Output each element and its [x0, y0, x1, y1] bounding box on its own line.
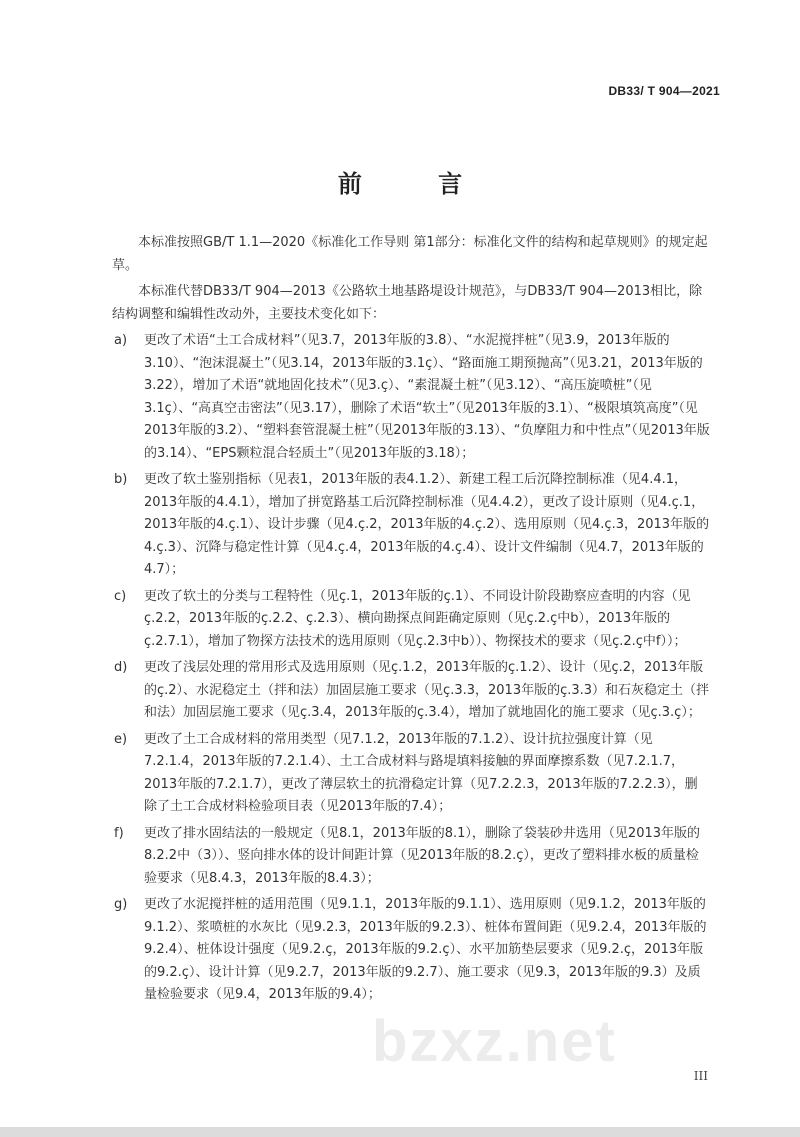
- list-marker: g): [114, 897, 128, 912]
- paragraph: 本标准代替DB33/T 904—2013《公路软土地基路堤设计规范》，与DB33/T 904—2013相比，除结构调整和编辑性改动外，主要技术变化如下：: [112, 284, 703, 322]
- list-marker: b): [114, 472, 128, 487]
- list-item-text: 更改了术语“土工合成材料”（见3.7，2013年版的3.8）、“水泥搅拌桩”（见3.9，2013年版的3.10）、“泡沫混凝土”（见3.14，2013年版的3.1ç）、“路面施工期预抛高”（见3.21，2013年版的3.22），增加了术语“就地固化技术”（见3.ç）、“素混凝土桩”（见3.12）、“高压旋喷桩”（见3.1ç）、“高真空击密法”（见3.17），删除了术语“软土”（见2013年版的3.1）、“极限填筑高度”（见2013年版的3.2）、“塑料套管混凝土桩”（见2013年版的3.13）、“负摩阻力和中性点”（见2013年版的3.14）、“EPS颗粒混合轻质土”（见2013年版的3.18）；: [144, 333, 710, 461]
- list-item-text: 更改了土工合成材料的常用类型（见7.1.2，2013年版的7.1.2）、设计抗拉强度计算（见7.2.1.4，2013年版的7.2.1.4）、土工合成材料与路堤填料接触的界面摩擦系数（见7.2.1.7，2013年版的7.2.1.7），更改了薄层软土的抗滑稳定计算（见7.2.2.3，2013年版的7.2.2.3），删除了土工合成材料检验项目表（见2013年版的7.4）；: [144, 731, 698, 814]
- list-item-text: 更改了软土的分类与工程特性（见ç.1，2013年版的ç.1）、不同设计阶段勘察应查明的内容（见ç.2.2，2013年版的ç.2.2、ç.2.3）、横向勘探点间距确定原则（见ç.2.ç中b），2013年版的ç.2.7.1），增加了物探方法技术的选用原则（见ç.2.3中b））、物探技术的要求（见ç.2.ç中f））；: [144, 588, 691, 649]
- page-title: 前 言: [337, 170, 497, 198]
- document-body: [112, 232, 710, 1011]
- page-number: III: [693, 1069, 708, 1083]
- list-item: [112, 657, 710, 725]
- list-item-text: 更改了水泥搅拌桩的适用范围（见9.1.1，2013年版的9.1.1）、选用原则（见9.1.2，2013年版的9.1.2）、浆喷桩的水灰比（见9.2.3，2013年版的9.2.3）、桩体布置间距（见9.2.4，2013年版的9.2.4）、桩体设计强度（见9.2.ç，2013年版的9.2.ç）、水平加筋垫层要求（见9.2.ç，2013年版的9.2.ç）、设计计算（见9.2.7，2013年版的9.2.7）、施工要求（见9.3，2013年版的9.3）及质量检验要求（见9.4，2013年版的9.4）；: [144, 897, 707, 1002]
- list-marker: c): [114, 588, 127, 604]
- page-bottom-edge: [0, 1127, 800, 1137]
- list-item: [112, 469, 710, 582]
- list-item-text: 更改了排水固结法的一般规定（见8.1，2013年版的8.1），删除了袋装砂井选用（见2013年版的8.2.2中（3））、竖向排水体的设计间距计算（见2013年版的8.2.ç），更改了塑料排水板的质量检验要求（见8.4.3，2013年版的8.4.3）；: [144, 825, 701, 886]
- list-item: [112, 330, 710, 465]
- list-marker: d): [114, 660, 128, 675]
- list-item: [112, 729, 710, 819]
- list-marker: a): [114, 333, 128, 348]
- list-marker: f): [114, 825, 124, 841]
- standard-code: DB33/ T 904—2021: [608, 84, 720, 98]
- list-item-text: 更改了浅层处理的常用形式及选用原则（见ç.1.2，2013年版的ç.1.2）、设计（见ç.2，2013年版的ç.2）、水泥稳定土（拌和法）加固层施工要求（见ç.3.3，2013年版的ç.3.3）和石灰稳定土（拌和法）加固层施工要求（见ç.3.4，2013年版的ç.3.4），增加了就地固化的施工要求（见ç.3.ç）；: [144, 660, 710, 720]
- list-marker: e): [114, 731, 128, 747]
- list-item: [112, 823, 710, 891]
- paragraph: 本标准按照GB/T 1.1—2020《标准化工作导则 第1部分：标准化文件的结构和起草规则》的规定起草。: [112, 235, 708, 273]
- watermark-logo: bzxz.net: [372, 1009, 617, 1074]
- list-item: [112, 586, 710, 654]
- list-item: [112, 894, 710, 1007]
- list-item-text: 更改了软土鉴别指标（见表1，2013年版的表4.1.2）、新建工程工后沉降控制标准（见4.4.1，2013年版的4.4.1），增加了拼宽路基工后沉降控制标准（见4.4.2），更改了设计原则（见4.ç.1，2013年版的4.ç.1）、设计步骤（见4.ç.2，2013年版的4.ç.2）、选用原则（见4.ç.3，2013年版的4.ç.3）、沉降与稳定性计算（见4.ç.4，2013年版的4.ç.4）、设计文件编制（见4.7，2013年版的4.7）；: [144, 472, 710, 577]
